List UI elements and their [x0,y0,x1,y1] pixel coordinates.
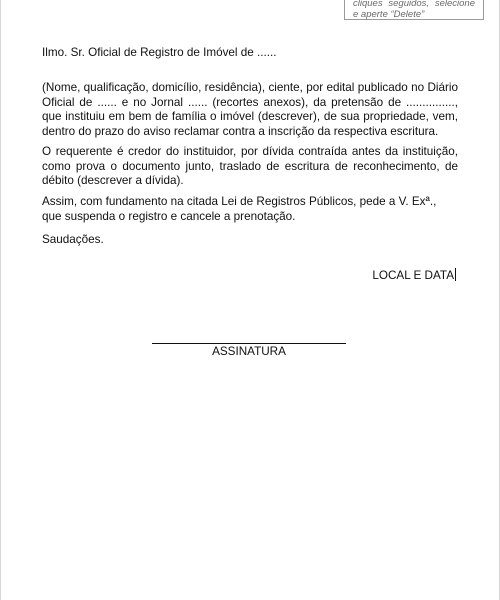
text-cursor [455,268,456,281]
greeting-line[interactable]: Ilmo. Sr. Oficial de Registro de Imóvel de ...... [42,46,277,59]
paragraph-creditor[interactable]: O requerente é credor do instituidor, por dívida contraída antes da instituição, como prova o documento junto, traslado de escritura de reconhecimento, de débito (descrever a dívida). [42,145,458,187]
paragraph-request[interactable]: Assim, com fundamento na citada Lei de Registros Públicos, pede a V. Exª., que suspenda o registro e cancele a prenotação. [42,195,437,223]
tooltip-text: cliques seguidos, selecione e aperte “Delete” [353,0,475,20]
closing-salutation[interactable]: Saudações. [42,233,104,246]
signature-line [152,343,346,344]
signature-label[interactable]: ASSINATURA [212,345,286,358]
local-date-text: LOCAL E DATA [372,269,454,282]
paragraph-claim[interactable]: (Nome, qualificação, domicílio, residência), ciente, por edital publicado no Diário Oficial de ...... e no Jornal ...... (recortes anexos), da pretensão de ..............., que instituiu em bem de família o imóvel (descrever), de sua propriedade, vem, dentro do prazo do aviso reclamar contra a inscrição da respectiva escritura. [42,81,458,138]
local-date-line[interactable] [372,268,456,284]
page-edge-left [0,0,1,600]
instruction-tooltip [344,0,484,20]
